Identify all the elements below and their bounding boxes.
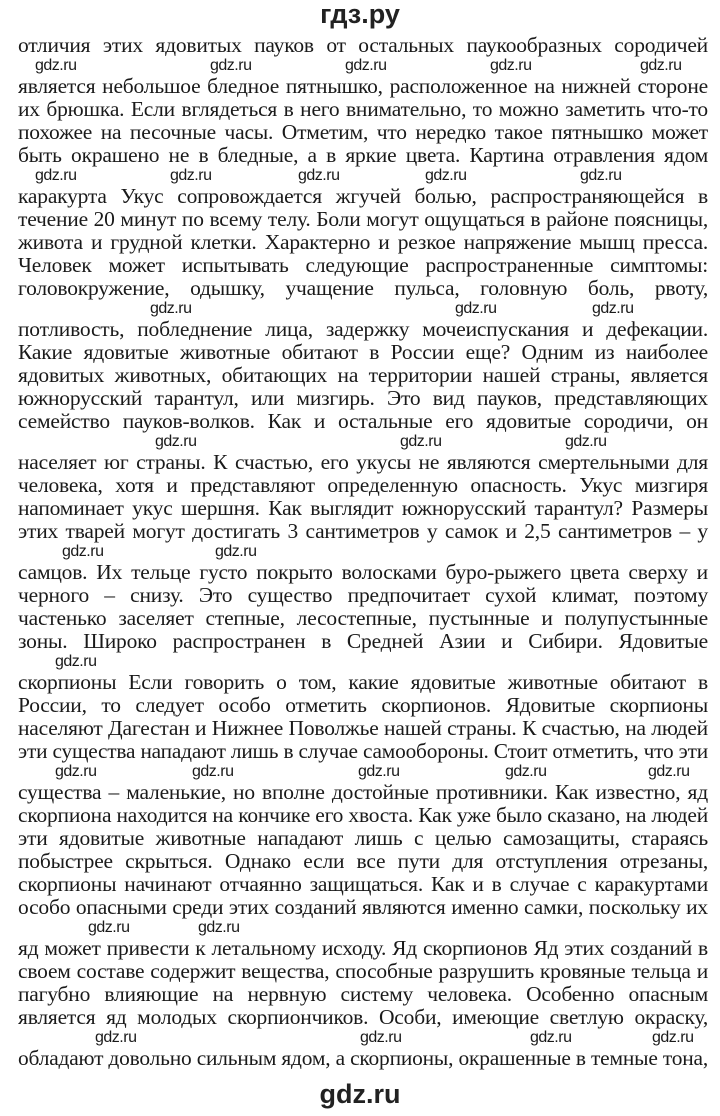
watermark: gdz.ru bbox=[62, 543, 104, 560]
watermark: gdz.ru bbox=[35, 57, 77, 74]
watermark: gdz.ru bbox=[150, 300, 192, 317]
text-line: зоны. Широко распространен в Средней Азии и Сибири. Ядовитые bbox=[18, 629, 708, 653]
text-line: эти существа нападают лишь в случае самообороны. Стоит отметить, что эти bbox=[18, 739, 708, 763]
text-line: побыстрее скрыться. Однако если все пути для отступления отрезаны, bbox=[18, 849, 708, 873]
watermark: gdz.ru bbox=[565, 433, 607, 450]
text-line: похожее на песочные часы. Отметим, что нередко такое пятнышко может bbox=[18, 120, 708, 144]
watermark-row bbox=[18, 763, 708, 781]
text-line: особо опасными среди этих созданий являются именно самки, поскольку их bbox=[18, 895, 708, 919]
text-line: существа – маленькие, но вполне достойные противники. Как известно, яд bbox=[18, 780, 708, 804]
watermark: gdz.ru bbox=[580, 167, 622, 184]
text-line: обладают довольно сильным ядом, а скорпионы, окрашенные в темные тона, bbox=[18, 1046, 708, 1070]
text-line: Какие ядовитые животные обитают в России еще? Одним из наиболее bbox=[18, 340, 708, 364]
text-line: своем составе содержит вещества, способные разрушить кровяные тельца и bbox=[18, 959, 708, 983]
text-line: является яд молодых скорпиончиков. Особи, имеющие светлую окраску, bbox=[18, 1005, 708, 1029]
text-line: яд может привести к летальному исходу. Яд скорпионов Яд этих созданий в bbox=[18, 936, 708, 960]
watermark: gdz.ru bbox=[35, 167, 77, 184]
text-line: их брюшка. Если вглядеться в него внимательно, то можно заметить что-то bbox=[18, 97, 708, 121]
text-line: ядовитых животных, обитающих на территории нашей страны, является bbox=[18, 363, 708, 387]
text-line: скорпиона находится на кончике его хвоста. Как уже было сказано, на людей bbox=[18, 803, 708, 827]
watermark: gdz.ru bbox=[425, 167, 467, 184]
watermark: gdz.ru bbox=[192, 763, 234, 780]
watermark-row bbox=[18, 543, 708, 561]
text-line: населяет юг страны. К счастью, его укусы не являются смертельными для bbox=[18, 450, 708, 474]
watermark: gdz.ru bbox=[455, 300, 497, 317]
watermark: gdz.ru bbox=[88, 919, 130, 936]
text-line: напоминает укус шершня. Как выглядит южнорусский тарантул? Размеры bbox=[18, 496, 708, 520]
watermark: gdz.ru bbox=[345, 57, 387, 74]
text-line: потливость, побледнение лица, задержку мочеиспускания и дефекации. bbox=[18, 317, 708, 341]
watermark: gdz.ru bbox=[530, 1029, 572, 1046]
text-line: населяют Дагестан и Нижнее Поволжье нашей страны. К счастью, на людей bbox=[18, 716, 708, 740]
watermark: gdz.ru bbox=[648, 763, 690, 780]
text-line: эти ядовитые животные нападают лишь с целью самозащиты, стараясь bbox=[18, 826, 708, 850]
text-line: каракурта Укус сопровождается жгучей болью, распространяющейся в bbox=[18, 184, 708, 208]
text-line: скорпионы начинают отчаянно защищаться. Как и в случае с каракуртами bbox=[18, 872, 708, 896]
text-line: человека, хотя и представляют определенную опасность. Укус мизгиря bbox=[18, 473, 708, 497]
watermark-row bbox=[18, 57, 708, 75]
watermark: gdz.ru bbox=[55, 763, 97, 780]
text-line: самцов. Их тельце густо покрыто волосками буро-рыжего цвета сверху и bbox=[18, 560, 708, 584]
watermark: gdz.ru bbox=[400, 433, 442, 450]
text-line: отличия этих ядовитых пауков от остальных паукообразных сородичей bbox=[18, 33, 708, 57]
watermark-row bbox=[18, 653, 708, 671]
text-line: южнорусский тарантул, или мизгирь. Это вид пауков, представляющих bbox=[18, 386, 708, 410]
document-text bbox=[18, 34, 708, 1070]
text-line: семейство пауков-волков. Как и остальные его ядовитые сородичи, он bbox=[18, 409, 708, 433]
text-line: скорпионы Если говорить о том, какие ядовитые животные обитают в bbox=[18, 670, 708, 694]
watermark: gdz.ru bbox=[652, 1029, 694, 1046]
watermark: gdz.ru bbox=[215, 543, 257, 560]
watermark: gdz.ru bbox=[640, 57, 682, 74]
watermark: gdz.ru bbox=[210, 57, 252, 74]
text-line: этих тварей могут достигать 3 сантиметров у самок и 2,5 сантиметров – у bbox=[18, 519, 708, 543]
watermark: gdz.ru bbox=[490, 57, 532, 74]
watermark-row bbox=[18, 919, 708, 937]
text-line: течение 20 минут по всему телу. Боли могут ощущаться в районе поясницы, bbox=[18, 207, 708, 231]
text-line: головокружение, одышку, учащение пульса, головную боль, рвоту, bbox=[18, 276, 708, 300]
text-line: черного – снизу. Это существо предпочитает сухой климат, поэтому bbox=[18, 583, 708, 607]
watermark: gdz.ru bbox=[55, 653, 97, 670]
watermark: gdz.ru bbox=[592, 300, 634, 317]
site-header-logo: гдз.ру bbox=[320, 0, 400, 29]
watermark: gdz.ru bbox=[358, 763, 400, 780]
watermark-row bbox=[18, 1029, 708, 1047]
watermark: gdz.ru bbox=[298, 167, 340, 184]
watermark-row bbox=[18, 300, 708, 318]
text-line: живота и грудной клетки. Характерно и резкое напряжение мышц пресса. bbox=[18, 230, 708, 254]
watermark-row bbox=[18, 167, 708, 185]
text-line: является небольшое бледное пятнышко, расположенное на нижней стороне bbox=[18, 74, 708, 98]
text-line: России, то следует особо отметить скорпионов. Ядовитые скорпионы bbox=[18, 693, 708, 717]
watermark: gdz.ru bbox=[95, 1029, 137, 1046]
watermark: gdz.ru bbox=[505, 763, 547, 780]
watermark-row bbox=[18, 433, 708, 451]
watermark: gdz.ru bbox=[360, 1029, 402, 1046]
watermark: gdz.ru bbox=[155, 433, 197, 450]
watermark: gdz.ru bbox=[198, 919, 240, 936]
site-footer-logo: gdz.ru bbox=[319, 1079, 401, 1109]
text-line: Человек может испытывать следующие распространенные симптомы: bbox=[18, 253, 708, 277]
text-line: быть окрашено не в бледные, а в яркие цвета. Картина отравления ядом bbox=[18, 143, 708, 167]
watermark: gdz.ru bbox=[170, 167, 212, 184]
text-line: частенько заселяет степные, лесостепные, пустынные и полупустынные bbox=[18, 606, 708, 630]
text-line: пагубно влияющие на нервную систему человека. Особенно опасным bbox=[18, 982, 708, 1006]
